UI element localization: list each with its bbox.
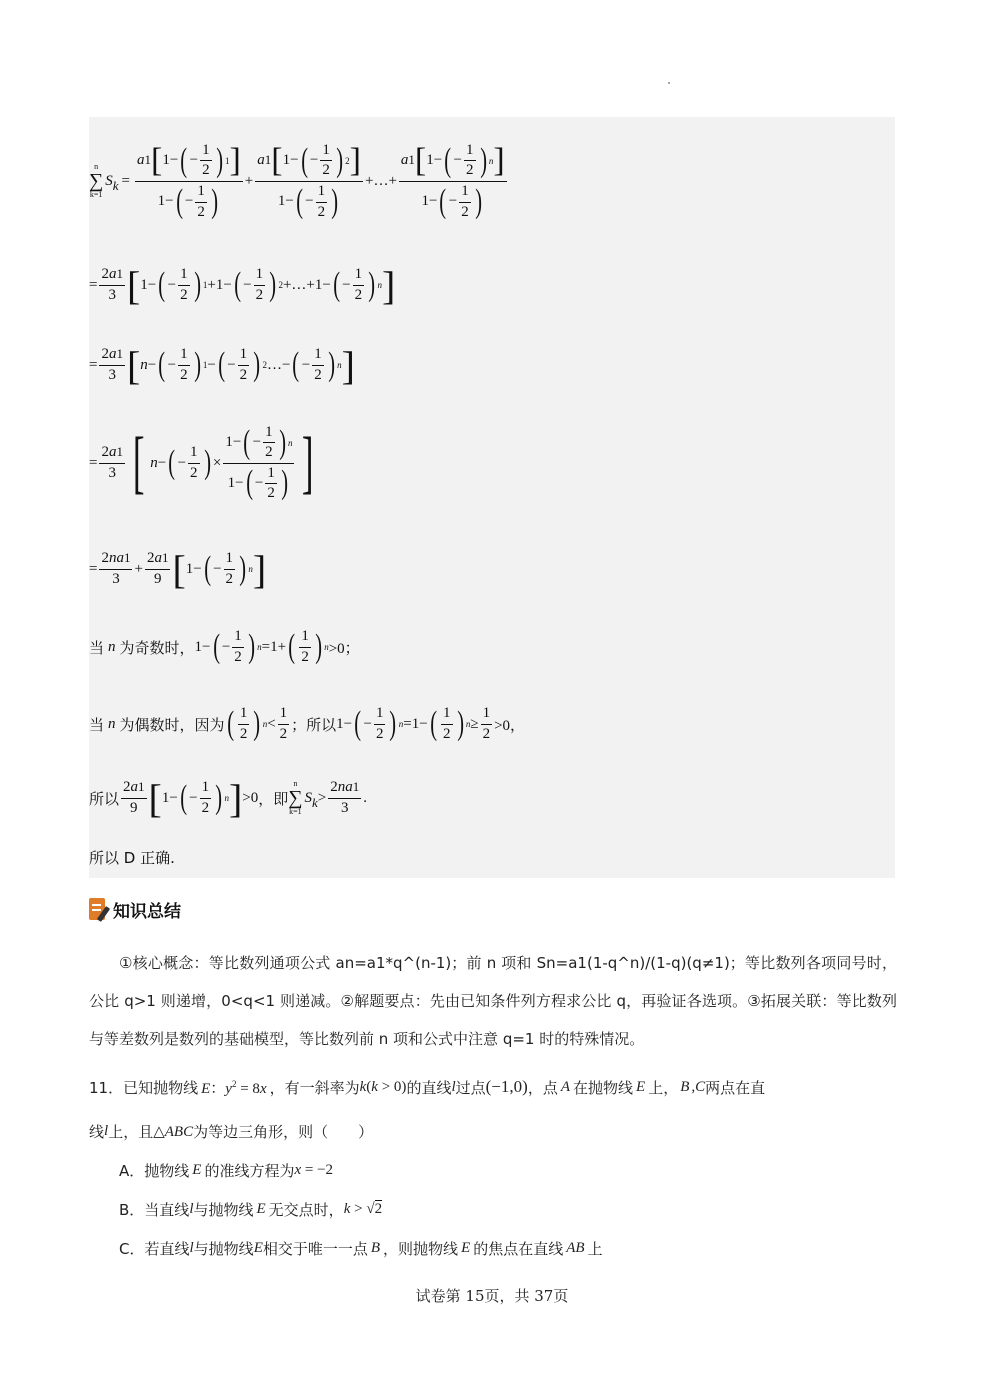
option-a-label: A． <box>119 1161 145 1180</box>
stem-1b: ，有一斜率为 <box>269 1078 360 1097</box>
stem-1d: 过点 <box>455 1078 486 1097</box>
option-c-text: 若直线 <box>144 1239 190 1258</box>
option-a[interactable]: A． 抛物线 E 的准线方程为 x = −2 <box>119 1161 334 1180</box>
option-b-label: B． <box>119 1200 145 1219</box>
formula-sum-sk: n ∑ k=1 S k = a 1 [ 1− ( − $\frac{1}{2}$ ) 1 ] 1− ( − $\frac{1}{2}$ ) + a 1 [ 1− ( − $\frac{1}{2}$ ) 2 ] 1− ( − $\frac{1}{2}$ ) +…+ a 1 [ 1− ( − $\frac{1}{2}$ ) n ] 1− ( − $\frac{1}{2}$ ) <box>89 141 505 221</box>
stem-1e: ，点 <box>527 1078 558 1097</box>
conclusion-line: 所以 D 正确. <box>89 848 175 867</box>
formula-step-5: = $\frac{2na1}{3}$ + $\frac{2a1}{9}$ [ 1− ( − $\frac{1}{2}$ ) n ] <box>89 546 267 592</box>
page-footer: 试卷第 15页，共 37页 <box>415 1287 569 1305</box>
stem-1h: 两点在直 <box>705 1078 766 1097</box>
notepad-pen-icon <box>89 896 111 922</box>
option-c-text3: 相交于唯一一点 <box>262 1239 368 1258</box>
even-prefix: 当 <box>89 715 105 734</box>
stem-2b: 上，且 <box>108 1122 154 1141</box>
option-b[interactable]: B． 当直线 l 与抛物线 E 无交点时， k > √2 <box>119 1200 383 1219</box>
knowledge-title-text: 知识总结 <box>113 901 181 922</box>
even-case-line: 当 n 为偶数时，因为 ( $\frac{1}{2}$ ) n < $\frac{1}{2}$ ；所以 1− ( − $\frac{1}{2}$ ) n =1− ( $\frac{1}{2}$ ) n ≥ $\frac{1}{2}$ >0， <box>89 705 526 742</box>
stem-1f: 在抛物线 <box>573 1078 634 1097</box>
option-b-text2: 与抛物线 <box>193 1200 254 1219</box>
so-mid: ，即 <box>258 789 289 808</box>
stem-2c: 为等边三角形，则（ ） <box>193 1122 374 1141</box>
option-c-text5: 的焦点在直线 <box>473 1239 564 1258</box>
stem-1a: 已知抛物线 <box>123 1078 199 1097</box>
solution-block <box>89 117 895 878</box>
option-c-label: C． <box>119 1239 145 1258</box>
formula-step-2: = $\frac{2a1}{3}$ [ 1− ( − $\frac{1}{2}$ ) 1 +1− ( − $\frac{1}{2}$ ) 2 +…+1− ( − $\frac{1}{2}$ ) n ] <box>89 262 396 308</box>
formula-step-4: = $\frac{2a1}{3}$ [ n − ( − $\frac{1}{2}$ ) × 1− ( − $\frac{1}{2}$ ) n 1− ( − $\frac{1}{2}$ ) ] <box>89 423 314 502</box>
scan-dot <box>668 82 670 84</box>
even-var: n <box>108 715 116 732</box>
knowledge-body: ①核心概念：等比数列通项公式 an=a1*q^(n-1)；前 n 项和 Sn=a1(1-q^n)/(1-q)(q≠1)；等比数列各项同号时，公比 q>1 则递增，0<q<1 则递减。②解题要点：先由已知条件列方程求公比 q，再验证各选项。③拓展关联：等比数列与等差数列是数列的基础模型，等比数列前 n 项和公式中注意 q=1 时的特殊情况。 <box>89 954 897 1048</box>
option-c-text6: 上 <box>587 1239 603 1258</box>
odd-case-line: 当 n 为奇数时， 1− ( − $\frac{1}{2}$ ) n =1+ ( $\frac{1}{2}$ ) n >0； <box>89 628 360 665</box>
option-c-text2: 与抛物线 <box>193 1239 254 1258</box>
stem-2a: 线 <box>89 1122 105 1141</box>
question-stem-line2: 线 l 上，且 △ABC 为等边三角形，则（ ） <box>89 1122 374 1141</box>
even-text: 为偶数时，因为 <box>119 715 225 734</box>
odd-prefix: 当 <box>89 638 105 657</box>
option-a-text: 抛物线 <box>144 1161 190 1180</box>
knowledge-title <box>89 896 181 922</box>
even-mid: ；所以 <box>291 715 337 734</box>
question-stem-line1: 11． 已知抛物线 E：$y^2 = 8x$ ，有一斜率为 k(k > 0) 的直线 l 过点 (−1,0) ，点 A 在抛物线 E 上， B , C 两点在直 <box>89 1077 766 1097</box>
formula-step-3: = $\frac{2a1}{3}$ [ n − ( − $\frac{1}{2}$ ) 1 − ( − $\frac{1}{2}$ ) 2 …− ( − $\frac{1}{2}$ ) n ] <box>89 342 355 388</box>
option-b-text: 当直线 <box>144 1200 190 1219</box>
stem-1c: 的直线 <box>406 1078 452 1097</box>
stem-1g: 上， <box>648 1078 679 1097</box>
sigma-symbol: n ∑ k=1 <box>89 162 104 199</box>
odd-var: n <box>108 638 116 655</box>
option-c[interactable]: C． 若直线 l 与抛物线 E 相交于唯一一点 B ，则抛物线 E 的焦点在直线 AB 上 <box>119 1239 603 1258</box>
option-b-text3: 无交点时， <box>268 1200 344 1219</box>
option-a-text2: 的准线方程为 <box>204 1161 295 1180</box>
question-number: 11． <box>89 1078 124 1097</box>
odd-text: 为奇数时， <box>119 638 195 657</box>
option-c-text4: ，则抛物线 <box>383 1239 459 1258</box>
so-prefix: 所以 <box>89 789 120 808</box>
so-line: 所以 $\frac{2a1}{9}$ [ 1− ( − $\frac{1}{2}$ ) n ] >0 ，即 n ∑ k=1 S k > $\frac{2na1}{3}$ . <box>89 775 368 821</box>
